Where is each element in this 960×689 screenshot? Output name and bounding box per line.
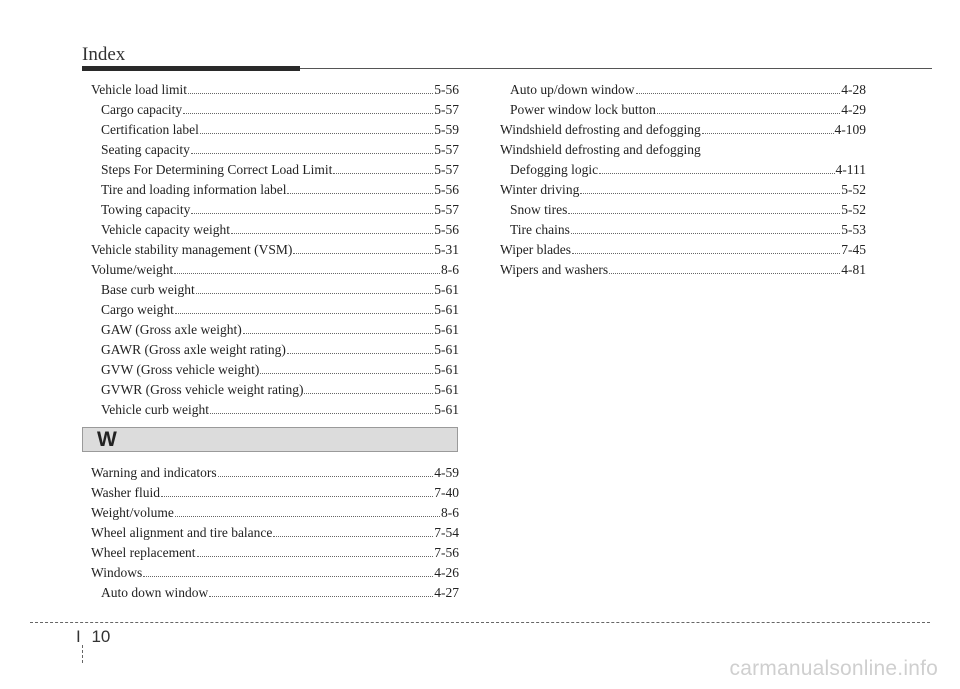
index-entry bbox=[91, 563, 459, 583]
entry-leader-dots bbox=[175, 516, 440, 517]
entry-leader-dots bbox=[174, 273, 440, 274]
index-entry bbox=[91, 483, 459, 503]
entry-page: 4-29 bbox=[841, 102, 866, 117]
index-column-left bbox=[91, 80, 459, 420]
index-entry bbox=[91, 503, 459, 523]
index-entry bbox=[91, 543, 459, 563]
entry-page: 5-53 bbox=[841, 222, 866, 237]
index-entry bbox=[500, 100, 866, 120]
footer-marker bbox=[82, 645, 83, 663]
entry-label: Auto down window bbox=[101, 585, 209, 600]
entry-page: 5-56 bbox=[434, 222, 459, 237]
index-entry bbox=[91, 463, 459, 483]
entry-leader-dots bbox=[143, 576, 433, 577]
index-entry bbox=[91, 523, 459, 543]
entry-page: 5-56 bbox=[434, 82, 459, 97]
entry-label: GAWR (Gross axle weight rating) bbox=[101, 342, 286, 357]
entry-leader-dots bbox=[209, 596, 433, 597]
entry-label: GVW (Gross vehicle weight) bbox=[101, 362, 260, 377]
entry-label: Steps For Determining Correct Load Limit bbox=[101, 162, 333, 177]
entry-page: 5-57 bbox=[434, 102, 459, 117]
index-entry bbox=[500, 220, 866, 240]
entry-label: Windows bbox=[91, 565, 143, 580]
index-entry bbox=[91, 240, 459, 260]
entry-label: Vehicle stability management (VSM) bbox=[91, 242, 293, 257]
index-entry bbox=[91, 160, 459, 180]
entry-page: 5-61 bbox=[434, 302, 459, 317]
index-entry bbox=[91, 320, 459, 340]
entry-label: Defogging logic bbox=[510, 162, 599, 177]
entry-label: Power window lock button bbox=[510, 102, 656, 117]
entry-leader-dots bbox=[260, 373, 433, 374]
entry-label: Seating capacity bbox=[101, 142, 190, 157]
entry-page: 7-56 bbox=[434, 545, 459, 560]
index-entry bbox=[91, 260, 459, 280]
entry-page: 5-61 bbox=[434, 382, 459, 397]
entry-label: Tire and loading information label bbox=[101, 182, 287, 197]
entry-label: Weight/volume bbox=[91, 505, 174, 520]
entry-leader-dots bbox=[636, 93, 841, 94]
entry-label: Winter driving bbox=[500, 182, 580, 197]
entry-leader-dots bbox=[273, 536, 433, 537]
entry-label: Certification label bbox=[101, 122, 199, 137]
entry-page: 5-61 bbox=[434, 282, 459, 297]
index-entry bbox=[500, 140, 866, 160]
entry-page: 7-40 bbox=[434, 485, 459, 500]
page-section: I bbox=[76, 627, 81, 646]
entry-leader-dots bbox=[197, 556, 434, 557]
index-entry bbox=[91, 80, 459, 100]
entry-page: 5-52 bbox=[841, 202, 866, 217]
section-header-w bbox=[82, 427, 458, 452]
entry-label: Vehicle curb weight bbox=[101, 402, 209, 417]
entry-page: 4-28 bbox=[841, 82, 866, 97]
index-entry bbox=[91, 360, 459, 380]
index-entry bbox=[91, 583, 459, 603]
entry-page: 5-61 bbox=[434, 342, 459, 357]
entry-leader-dots bbox=[175, 313, 433, 314]
entry-page: 5-57 bbox=[434, 162, 459, 177]
entry-page: 8-6 bbox=[441, 262, 459, 277]
entry-leader-dots bbox=[702, 133, 834, 134]
page-number bbox=[76, 627, 110, 647]
entry-page: 5-52 bbox=[841, 182, 866, 197]
entry-page: 4-26 bbox=[434, 565, 459, 580]
entry-page: 4-59 bbox=[434, 465, 459, 480]
index-column-right bbox=[500, 80, 866, 280]
entry-leader-dots bbox=[287, 353, 433, 354]
entry-page: 5-59 bbox=[434, 122, 459, 137]
index-entry bbox=[91, 280, 459, 300]
index-entry bbox=[91, 120, 459, 140]
entry-leader-dots bbox=[580, 193, 840, 194]
entry-leader-dots bbox=[572, 253, 840, 254]
entry-page: 4-81 bbox=[841, 262, 866, 277]
index-entry bbox=[500, 180, 866, 200]
index-entry bbox=[91, 220, 459, 240]
entry-page: 7-54 bbox=[434, 525, 459, 540]
entry-label: Wiper blades bbox=[500, 242, 572, 257]
entry-leader-dots bbox=[609, 273, 840, 274]
entry-page: 5-61 bbox=[434, 362, 459, 377]
entry-leader-dots bbox=[196, 293, 434, 294]
entry-leader-dots bbox=[200, 133, 433, 134]
index-entry bbox=[500, 240, 866, 260]
entry-leader-dots bbox=[657, 113, 840, 114]
entry-label: Wipers and washers bbox=[500, 262, 609, 277]
entry-leader-dots bbox=[183, 113, 433, 114]
entry-leader-dots bbox=[161, 496, 433, 497]
index-entry bbox=[500, 80, 866, 100]
entry-leader-dots bbox=[293, 253, 433, 254]
entry-label: Tire chains bbox=[510, 222, 570, 237]
index-entry bbox=[91, 340, 459, 360]
entry-leader-dots bbox=[191, 153, 433, 154]
index-entry bbox=[500, 260, 866, 280]
entry-page: 5-56 bbox=[434, 182, 459, 197]
entry-leader-dots bbox=[571, 233, 840, 234]
watermark: carmanualsonline.info bbox=[729, 657, 938, 680]
index-entry bbox=[91, 180, 459, 200]
index-entry bbox=[500, 200, 866, 220]
entry-page: 5-57 bbox=[434, 142, 459, 157]
index-column-left-w bbox=[91, 463, 459, 603]
entry-page: 8-6 bbox=[441, 505, 459, 520]
entry-label: Wheel replacement bbox=[91, 545, 196, 560]
entry-label: Cargo weight bbox=[101, 302, 174, 317]
entry-label: Warning and indicators bbox=[91, 465, 217, 480]
entry-leader-dots bbox=[218, 476, 434, 477]
entry-page: 5-61 bbox=[434, 322, 459, 337]
entry-leader-dots bbox=[188, 93, 433, 94]
page-title: Index bbox=[82, 44, 126, 65]
entry-label: GAW (Gross axle weight) bbox=[101, 322, 242, 337]
entry-leader-dots bbox=[287, 193, 433, 194]
entry-label: Towing capacity bbox=[101, 202, 191, 217]
entry-leader-dots bbox=[304, 393, 433, 394]
entry-leader-dots bbox=[231, 233, 433, 234]
header-rule-line bbox=[300, 68, 932, 69]
entry-page: 5-57 bbox=[434, 202, 459, 217]
index-entry bbox=[91, 140, 459, 160]
entry-page: 5-31 bbox=[434, 242, 459, 257]
entry-leader-dots bbox=[599, 173, 834, 174]
header-rule bbox=[82, 66, 932, 71]
index-entry bbox=[91, 100, 459, 120]
entry-page: 7-45 bbox=[841, 242, 866, 257]
entry-label: Windshield defrosting and defogging bbox=[500, 142, 701, 157]
index-entry bbox=[91, 300, 459, 320]
entry-leader-dots bbox=[210, 413, 433, 414]
index-entry bbox=[500, 160, 866, 180]
section-letter: W bbox=[97, 428, 117, 451]
entry-label: Base curb weight bbox=[101, 282, 195, 297]
entry-page: 4-27 bbox=[434, 585, 459, 600]
header-rule-accent bbox=[82, 66, 300, 71]
entry-page: 4-111 bbox=[835, 162, 866, 177]
entry-label: Cargo capacity bbox=[101, 102, 183, 117]
entry-label: GVWR (Gross vehicle weight rating) bbox=[101, 382, 304, 397]
entry-label: Auto up/down window bbox=[510, 82, 635, 97]
entry-leader-dots bbox=[243, 333, 433, 334]
footer-divider bbox=[30, 622, 930, 623]
entry-label: Windshield defrosting and defogging bbox=[500, 122, 701, 137]
entry-label: Vehicle load limit bbox=[91, 82, 187, 97]
index-entry bbox=[91, 380, 459, 400]
entry-leader-dots bbox=[333, 173, 433, 174]
index-entry bbox=[91, 400, 459, 420]
entry-label: Wheel alignment and tire balance bbox=[91, 525, 273, 540]
entry-leader-dots bbox=[191, 213, 433, 214]
entry-label: Vehicle capacity weight bbox=[101, 222, 230, 237]
index-entry bbox=[500, 120, 866, 140]
entry-label: Snow tires bbox=[510, 202, 568, 217]
page-num: 10 bbox=[91, 627, 111, 646]
entry-leader-dots bbox=[568, 213, 840, 214]
entry-label: Volume/weight bbox=[91, 262, 174, 277]
index-entry bbox=[91, 200, 459, 220]
entry-label: Washer fluid bbox=[91, 485, 161, 500]
entry-page: 5-61 bbox=[434, 402, 459, 417]
entry-page: 4-109 bbox=[834, 122, 866, 137]
